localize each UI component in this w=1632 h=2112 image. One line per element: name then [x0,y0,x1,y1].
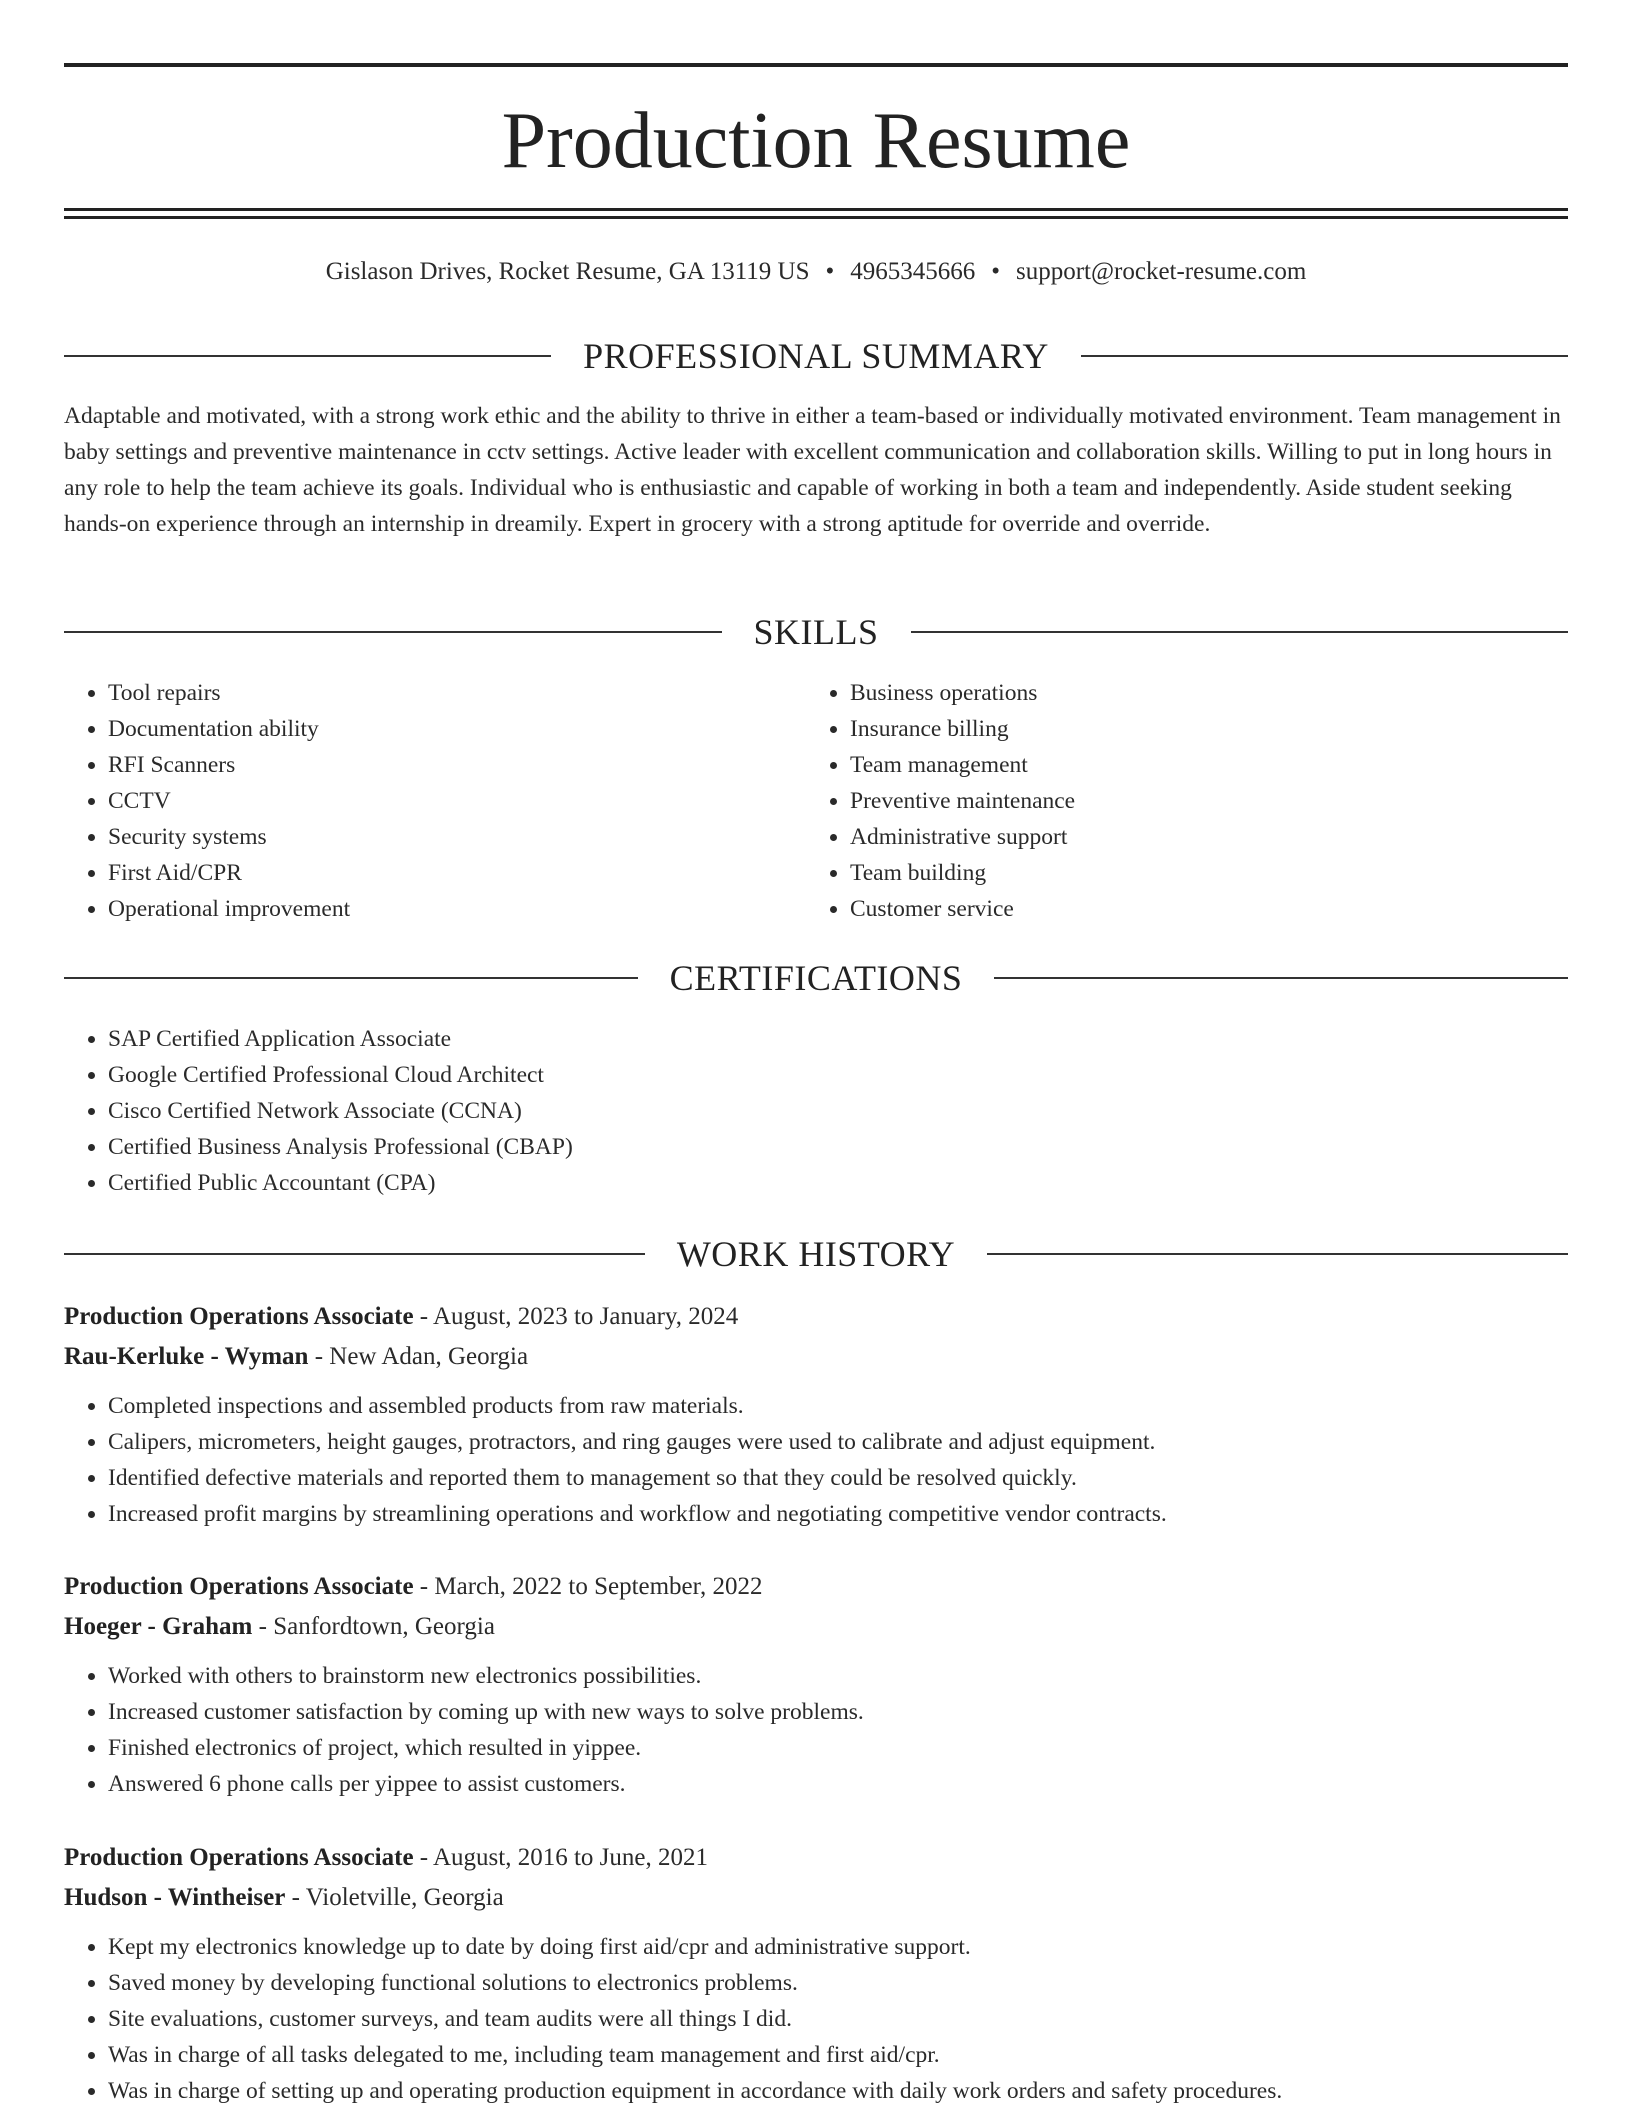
contact-line [64,252,1568,292]
contact-separator: • [825,258,835,285]
job-bullets [64,1388,1568,1532]
job-bullet: • Finished electronics of project, which resulted in yippee. [108,1730,1568,1766]
job-title-line [64,1567,1568,1607]
skill-item: • Business operations [850,675,1506,711]
heading-rule [911,631,1569,633]
top-rule [64,63,1568,67]
job-company-line [64,1337,1568,1377]
job-company: Hudson - Wintheiser [64,1884,286,1911]
job-bullet: • Kept my electronics knowledge up to date by doing first aid/cpr and administrative support. [108,1929,1568,1965]
job-location: - Violetville, Georgia [285,1884,504,1911]
job-company-line [64,1878,1568,1918]
job-entry [64,1297,1568,1532]
skills-column-right [806,675,1506,927]
certification-item: • Certified Public Accountant (CPA) [108,1165,1568,1201]
skill-item: • Insurance billing [850,711,1506,747]
skill-item: • Tool repairs [108,675,764,711]
skill-item: • Security systems [108,819,764,855]
section-heading-skills [64,608,1568,656]
skill-item: • RFI Scanners [108,747,764,783]
section-heading-work [64,1230,1568,1278]
job-dates: - August, 2016 to June, 2021 [413,1844,708,1871]
skills-list-left [64,675,764,927]
skill-item: • Customer service [850,891,1506,927]
job-bullet: • Was in charge of all tasks delegated to me, including team management and first aid/cpr. [108,2037,1568,2073]
heading-rule [64,631,722,633]
job-dates: - March, 2022 to September, 2022 [413,1573,763,1600]
contact-separator: • [991,258,1000,285]
job-bullets [64,1929,1568,2109]
skill-item: • Operational improvement [108,891,764,927]
title-rule-upper [64,208,1568,211]
section-title: WORK HISTORY [676,1234,956,1274]
certification-item: • SAP Certified Application Associate [108,1021,1568,1057]
skills-list-right [806,675,1506,927]
job-title: Production Operations Associate [64,1303,414,1330]
job-bullet: • Answered 6 phone calls per yippee to assist customers. [108,1766,1568,1802]
job-entry [64,1567,1568,1802]
contact-address: Gislason Drives, Rocket Resume, GA 13119 US [325,258,810,285]
job-bullet: • Increased customer satisfaction by coming up with new ways to solve problems. [108,1694,1568,1730]
job-bullet: • Worked with others to brainstorm new electronics possibilities. [108,1658,1568,1694]
summary-text: Adaptable and motivated, with a strong work ethic and the ability to thrive in either a team-based or individually motivated environment. Team management in baby settings and preventive maintenance in cctv settings. Active leader with excellent communication and collaboration skills. Willing to put in long hours in any role to help the team achieve its goals. Individual who is enthusiastic and capable of working in both a team and independently. Aside student seeking hands-on experience through an internship in dreamily. Expert in grocery with a strong aptitude for override and override. [64,403,1561,537]
contact-email: support@rocket-resume.com [1016,258,1307,285]
job-location: - Sanfordtown, Georgia [252,1613,495,1640]
skill-item: • Administrative support [850,819,1506,855]
job-title-line [64,1297,1568,1337]
section-heading-summary [64,332,1568,380]
skill-item: • Team building [850,855,1506,891]
skill-item: • CCTV [108,783,764,819]
job-bullet: • Identified defective materials and reported them to management so that they could be resolved quickly. [108,1460,1568,1496]
job-bullets [64,1658,1568,1802]
job-company: Rau-Kerluke - Wyman [64,1343,309,1370]
certifications [64,1021,1568,1201]
job-title: Production Operations Associate [64,1844,414,1871]
contact-phone: 4965345666 [850,258,976,285]
job-title-line [64,1838,1568,1878]
certification-item: • Google Certified Professional Cloud Architect [108,1057,1568,1093]
skill-item: • Preventive maintenance [850,783,1506,819]
skills-column-left [64,675,764,927]
job-bullet: • Completed inspections and assembled products from raw materials. [108,1388,1568,1424]
job-entry [64,1838,1568,2109]
job-dates: - August, 2023 to January, 2024 [413,1303,739,1330]
certification-item: • Certified Business Analysis Professional (CBAP) [108,1129,1568,1165]
certifications-list [64,1021,1568,1201]
heading-rule [64,355,551,357]
job-bullet: • Calipers, micrometers, height gauges, protractors, and ring gauges were used to calibrate and adjust equipment. [108,1424,1568,1460]
section-title: PROFESSIONAL SUMMARY [583,336,1049,376]
job-bullet: • Increased profit margins by streamlining operations and workflow and negotiating competitive vendor contracts. [108,1496,1568,1532]
skill-item: • Team management [850,747,1506,783]
heading-rule [64,977,638,979]
section-title: SKILLS [753,612,879,652]
section-title: CERTIFICATIONS [669,958,963,998]
heading-rule [64,1253,645,1255]
job-title: Production Operations Associate [64,1573,414,1600]
section-heading-certifications [64,954,1568,1002]
heading-rule [987,1253,1568,1255]
certification-item: • Cisco Certified Network Associate (CCNA) [108,1093,1568,1129]
title-rule-lower [64,216,1568,219]
job-bullet: • Saved money by developing functional solutions to electronics problems. [108,1965,1568,2001]
skill-item: • First Aid/CPR [108,855,764,891]
job-bullet: • Was in charge of setting up and operating production equipment in accordance with daily work orders and safety procedures. [108,2073,1568,2109]
job-bullet: • Site evaluations, customer surveys, and team audits were all things I did. [108,2001,1568,2037]
job-location: - New Adan, Georgia [308,1343,529,1370]
job-company-line [64,1607,1568,1647]
job-company: Hoeger - Graham [64,1613,253,1640]
skill-item: • Documentation ability [108,711,764,747]
resume-title: Production Resume [501,97,1131,185]
heading-rule [1081,355,1568,357]
heading-rule [994,977,1568,979]
